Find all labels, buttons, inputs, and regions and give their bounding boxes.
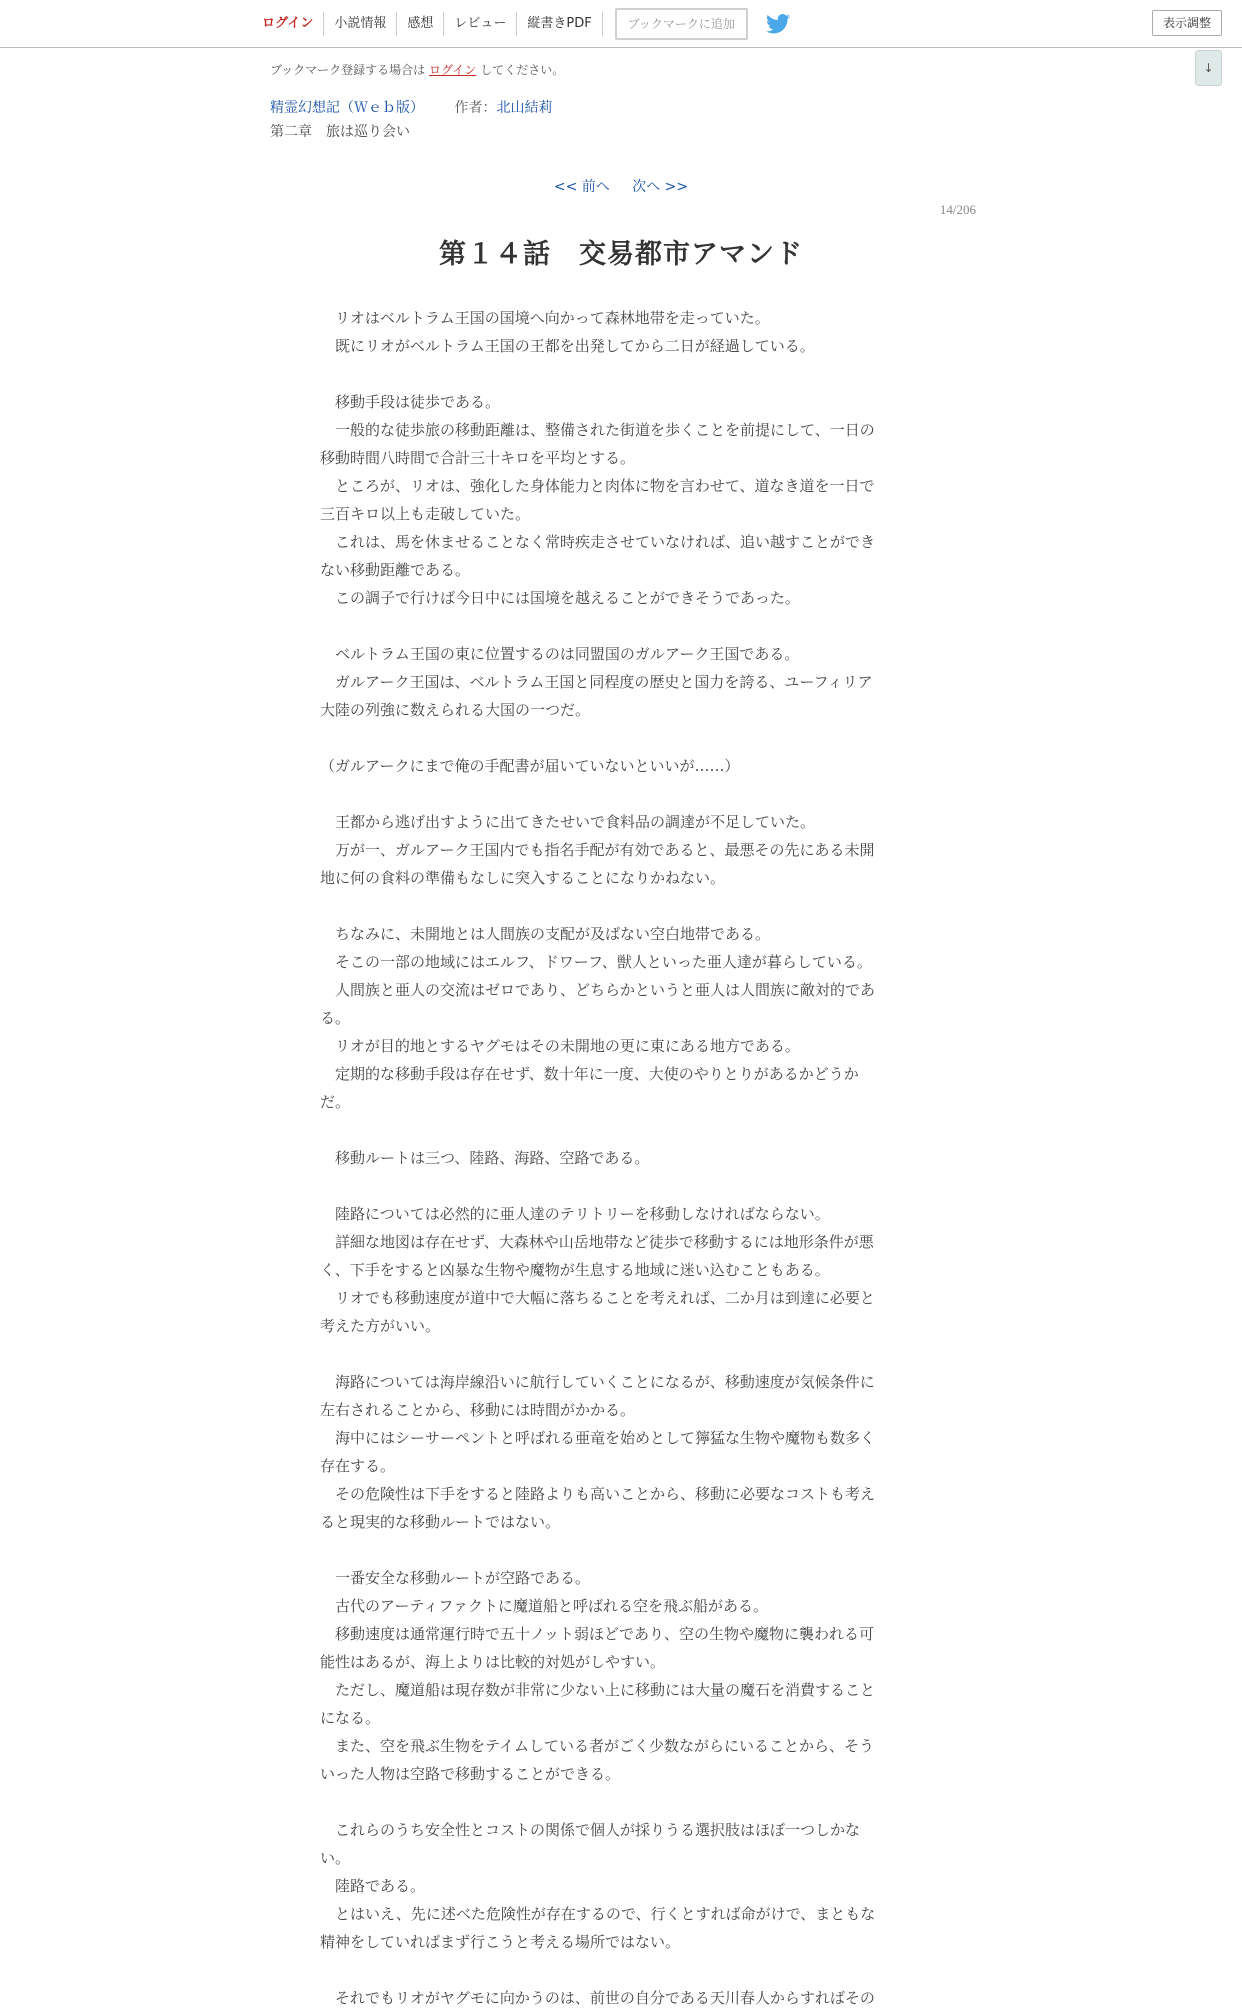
next-episode-link[interactable]: 次へ >> xyxy=(632,179,689,195)
bookmark-notice-suffix: してください。 xyxy=(480,63,565,77)
novel-body-line: 人間族と亜人の交流はゼロであり、どちらかというと亜人は人間族に敵対的であ xyxy=(320,981,876,999)
novel-body-line: 王都から逃げ出すように出てきたせいで食料品の調達が不足していた。 xyxy=(320,813,816,831)
novel-body-line: また、空を飛ぶ生物をテイムしている者がごく少数ながらにいることから、そう xyxy=(320,1737,874,1755)
novel-body-line: い。 xyxy=(320,1849,351,1867)
novel-body-line: だ。 xyxy=(320,1093,351,1111)
novel-body-line xyxy=(320,612,914,640)
nav-review-link[interactable]: レビュー xyxy=(444,12,517,36)
novel-body-line: 能性はあるが、海上よりは比較的対処がしやすい。 xyxy=(320,1653,666,1671)
top-header xyxy=(0,0,1242,48)
novel-body-line: これは、馬を休ませることなく常時疾走させていなければ、追い越すことができ xyxy=(320,533,876,551)
novel-body xyxy=(320,304,914,2012)
novel-body-line: ない移動距離である。 xyxy=(320,561,471,579)
novel-body-line: これらのうち安全性とコストの関係で個人が採りうる選択肢はほぼ一つしかな xyxy=(320,1821,861,1839)
novel-body-line: 一般的な徒歩旅の移動距離は、整備された街道を歩くことを前提にして、一日の xyxy=(320,421,875,439)
twitter-share-button[interactable] xyxy=(766,12,790,36)
twitter-bird-icon xyxy=(766,14,790,34)
novel-body-line: ちなみに、未開地とは人間族の支配が及ばない空白地帯である。 xyxy=(320,925,771,943)
novel-body-line xyxy=(320,1116,914,1144)
author-link[interactable]: 北山結莉 xyxy=(496,100,553,116)
episode-title: 第１４話 交易都市アマンド xyxy=(439,239,803,270)
bookmark-notice-prefix: ブックマーク登録する場合は xyxy=(270,63,426,77)
novel-body-line: 海中にはシーサーペントと呼ばれる亜竜を始めとして獰猛な生物や魔物も数多く xyxy=(320,1429,876,1447)
novel-body-line: ると現実的な移動ルートではない。 xyxy=(320,1513,561,1531)
novel-body-line: 古代のアーティファクトに魔道船と呼ばれる空を飛ぶ船がある。 xyxy=(320,1597,769,1615)
novel-body-line: 移動速度は通常運行時で五十ノット弱ほどであり、空の生物や魔物に襲われる可 xyxy=(320,1625,874,1643)
novel-body-line: 考えた方がいい。 xyxy=(320,1317,441,1335)
novel-body-line: ところが、リオは、強化した身体能力と肉体に物を言わせて、道なき道を一日で xyxy=(320,477,875,495)
novel-body-line: 既にリオがベルトラム王国の王都を出発してから二日が経過している。 xyxy=(320,337,815,355)
novel-body-line: 海路については海岸線沿いに航行していくことになるが、移動速度が気候条件に xyxy=(320,1373,875,1391)
novel-body-line: 精神をしていればまず行こうと考える場所ではない。 xyxy=(320,1933,681,1951)
novel-body-line: ただし、魔道船は現存数が非常に少ない上に移動には大量の魔石を消費すること xyxy=(320,1681,876,1699)
novel-body-line: この調子で行けば今日中には国境を越えることができそうであった。 xyxy=(320,589,800,607)
novel-body-line: 地に何の食料の準備もなしに突入することになりかねない。 xyxy=(320,869,726,887)
author-label: 作者： xyxy=(454,100,497,116)
novel-body-line: く、下手をすると凶暴な生物や魔物が生息する地域に迷い込むこともある。 xyxy=(320,1261,830,1279)
novel-body-line: 存在する。 xyxy=(320,1457,396,1475)
chapter-title: 第二章 旅は巡り会い xyxy=(270,124,410,140)
novel-body-line: 移動ルートは三つ、陸路、海路、空路である。 xyxy=(320,1149,650,1167)
novel-body-line: 三百キロ以上も走破していた。 xyxy=(320,505,531,523)
novel-body-line: いった人物は空路で移動することができる。 xyxy=(320,1765,621,1783)
nav-impressions-link[interactable]: 感想 xyxy=(397,12,444,36)
nav-vertical-pdf-link[interactable]: 縦書きPDF xyxy=(517,12,602,36)
novel-body-line: それでもリオがヤグモに向かうのは、前世の自分である天川春人からすればその xyxy=(320,1989,875,2007)
nav-novel-info-link[interactable]: 小説情報 xyxy=(324,12,397,36)
novel-body-line: 一番安全な移動ルートが空路である。 xyxy=(320,1569,591,1587)
novel-body-line: その危険性は下手をすると陸路よりも高いことから、移動に必要なコストも考え xyxy=(320,1485,876,1503)
novel-body-line: （ガルアークにまで俺の手配書が届いていないといいが……） xyxy=(320,757,740,775)
novel-body-line xyxy=(320,724,914,752)
novel-body-line: になる。 xyxy=(320,1709,381,1727)
novel-body-line: 定期的な移動手段は存在せず、数十年に一度、大使のやりとりがあるかどうか xyxy=(320,1065,859,1083)
novel-body-line: リオでも移動速度が道中で大幅に落ちることを考えれば、二か月は到達に必要と xyxy=(320,1289,875,1307)
novel-body-line xyxy=(320,360,914,388)
add-bookmark-button[interactable]: ブックマークに追加 xyxy=(615,8,748,40)
novel-body-line: ベルトラム王国の東に位置するのは同盟国のガルアーク王国である。 xyxy=(320,645,800,663)
novel-body-line: 移動手段は徒歩である。 xyxy=(320,393,501,411)
novel-body-line xyxy=(320,1956,914,1984)
novel-body-line: 陸路については必然的に亜人達のテリトリーを移動しなければならない。 xyxy=(320,1205,830,1223)
novel-body-line: そこの一部の地域にはエルフ、ドワーフ、獣人といった亜人達が暮らしている。 xyxy=(320,953,872,971)
novel-body-line: 万が一、ガルアーク王国内でも指名手配が有効であると、最悪その先にある未開 xyxy=(320,841,875,859)
series-title-link[interactable]: 精霊幻想記（Ｗｅｂ版） xyxy=(270,100,424,116)
header-nav xyxy=(252,0,790,47)
novel-body-line: ガルアーク王国は、ベルトラム王国と同程度の歴史と国力を誇る、ユーフィリア xyxy=(320,673,873,691)
display-settings-button[interactable]: 表示調整 xyxy=(1152,10,1222,36)
novel-body-line: リオはベルトラム王国の国境へ向かって森林地帯を走っていた。 xyxy=(320,309,770,327)
bookmark-login-link[interactable]: ログイン xyxy=(429,63,477,77)
prev-episode-link[interactable]: << 前へ xyxy=(553,179,610,195)
novel-body-line: 詳細な地図は存在せず、大森林や山岳地帯など徒歩で移動するには地形条件が悪 xyxy=(320,1233,874,1251)
novel-body-line: る。 xyxy=(320,1009,351,1027)
novel-body-line: とはいえ、先に述べた危険性が存在するので、行くとすれば命がけで、まともな xyxy=(320,1905,876,1923)
novel-body-line xyxy=(320,1536,914,1564)
novel-body-line xyxy=(320,1340,914,1368)
episode-pager xyxy=(0,176,1242,196)
novel-body-line xyxy=(320,892,914,920)
novel-body-line: 左右されることから、移動には時間がかかる。 xyxy=(320,1401,636,1419)
novel-body-line xyxy=(320,780,914,808)
nav-login-link[interactable]: ログイン xyxy=(252,12,324,36)
novel-body-line: 陸路である。 xyxy=(320,1877,426,1895)
novel-body-line xyxy=(320,1172,914,1200)
novel-body-line xyxy=(320,1788,914,1816)
series-info xyxy=(270,97,552,117)
novel-body-line: 移動時間八時間で合計三十キロを平均とする。 xyxy=(320,449,636,467)
episode-page-number: 14/206 xyxy=(939,202,976,217)
bookmark-notice xyxy=(270,61,564,78)
novel-body-line: 大陸の列強に数えられる大国の一つだ。 xyxy=(320,701,591,719)
novel-body-line: リオが目的地とするヤグモはその未開地の更に東にある地方である。 xyxy=(320,1037,800,1055)
scroll-down-button[interactable]: ↓ xyxy=(1195,50,1222,86)
